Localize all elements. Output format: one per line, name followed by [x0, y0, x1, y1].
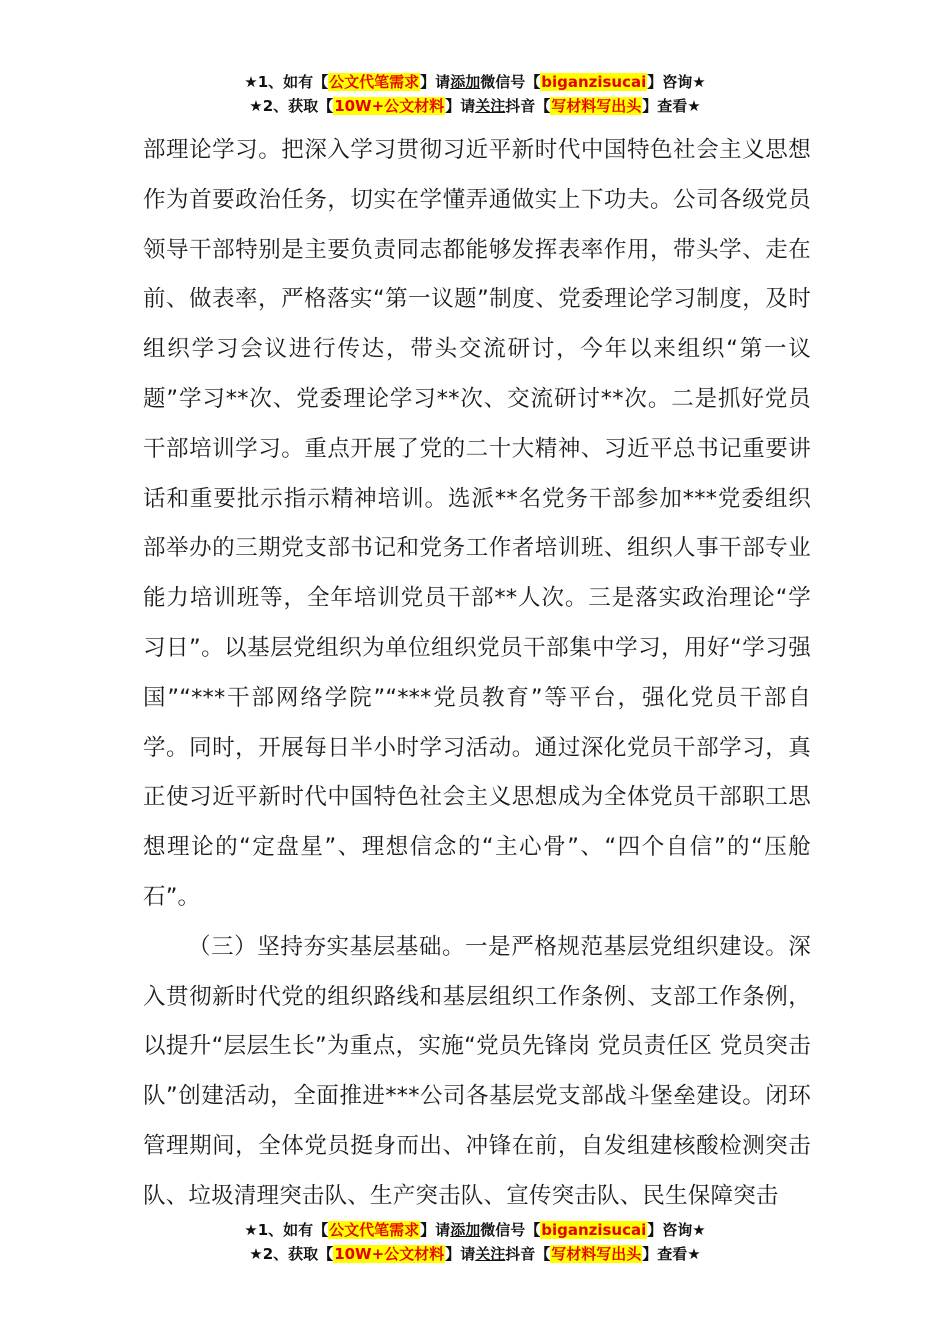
banner-emphasis: 关注	[475, 1245, 506, 1263]
banner-text: ★1、如有【	[244, 73, 329, 91]
banner-line-1	[0, 1218, 950, 1242]
banner-line-2	[0, 94, 950, 118]
highlight-service: 公文代笔需求	[329, 73, 420, 91]
banner-text: 抖音【	[505, 1245, 551, 1263]
highlight-douyin: 写材料写出头	[551, 1245, 642, 1263]
banner-text: 】请	[420, 1221, 451, 1239]
body-paragraph: 部理论学习。把深入学习贯彻习近平新时代中国特色社会主义思想作为首要政治任务，切实在学懂弄通做实上下功夫。公司各级党员领导干部特别是主要负责同志都能够发挥表率作用，带头学、走在前、做表率，严格落实“第一议题”制度、党委理论学习制度，及时组织学习会议进行传达，带头交流研讨，今年以来组织“第一议题”学习**次、党委理论学习**次、交流研讨**次。二是抓好党员干部培训学习。重点开展了党的二十大精神、习近平总书记重要讲话和重要批示指示精神培训。选派**名党务干部参加***党委组织部举办的三期党支部书记和党务工作者培训班、组织人事干部专业能力培训班等，全年培训党员干部**人次。三是落实政治理论“学习日”。以基层党组织为单位组织党员干部集中学习，用好“学习强国”“***干部网络学院”“***党员教育”等平台，强化党员干部自学。同时，开展每日半小时学习活动。通过深化党员干部学习，真正使习近平新时代中国特色社会主义思想成为全体党员干部职工思想理论的“定盘星”、理想信念的“主心骨”、“四个自信”的“压舱石”。	[143, 137, 811, 910]
header-banner	[0, 70, 950, 118]
highlight-service: 公文代笔需求	[329, 1221, 420, 1239]
banner-text: 】查看★	[642, 1245, 701, 1263]
banner-text: ★1、如有【	[244, 1221, 329, 1239]
banner-text: 】请	[445, 1245, 476, 1263]
banner-emphasis: 添加	[450, 73, 481, 91]
banner-text: ★2、获取【	[249, 1245, 334, 1263]
banner-line-2	[0, 1242, 950, 1266]
highlight-materials: 10W+公文材料	[334, 1245, 445, 1263]
banner-emphasis: 关注	[475, 97, 506, 115]
banner-text: ★2、获取【	[249, 97, 334, 115]
highlight-wechat-id: biganzisucai	[541, 73, 647, 91]
banner-text: 微信号【	[480, 73, 541, 91]
body-paragraph: （三）坚持夯实基层基础。一是严格规范基层党组织建设。深入贯彻新时代党的组织路线和基层组织工作条例、支部工作条例，以提升“层层生长”为重点，实施“党员先锋岗 党员责任区 党员突击队”创建活动，全面推进***公司各基层党支部战斗堡垒建设。闭环管理期间，全体党员挺身而出、冲锋在前，自发组建核酸检测突击队、垃圾清理突击队、生产突击队、宣传突击队、民生保障突击	[143, 933, 811, 1209]
highlight-douyin: 写材料写出头	[551, 97, 642, 115]
highlight-materials: 10W+公文材料	[334, 97, 445, 115]
banner-text: 微信号【	[480, 1221, 541, 1239]
banner-text: 】咨询★	[647, 73, 706, 91]
banner-text: 】查看★	[642, 97, 701, 115]
document-body	[143, 126, 811, 1222]
banner-line-1	[0, 70, 950, 94]
banner-text: 】请	[445, 97, 476, 115]
highlight-wechat-id: biganzisucai	[541, 1221, 647, 1239]
banner-text: 抖音【	[505, 97, 551, 115]
banner-emphasis: 添加	[450, 1221, 481, 1239]
banner-text: 】咨询★	[647, 1221, 706, 1239]
footer-banner	[0, 1218, 950, 1266]
banner-text: 】请	[420, 73, 451, 91]
